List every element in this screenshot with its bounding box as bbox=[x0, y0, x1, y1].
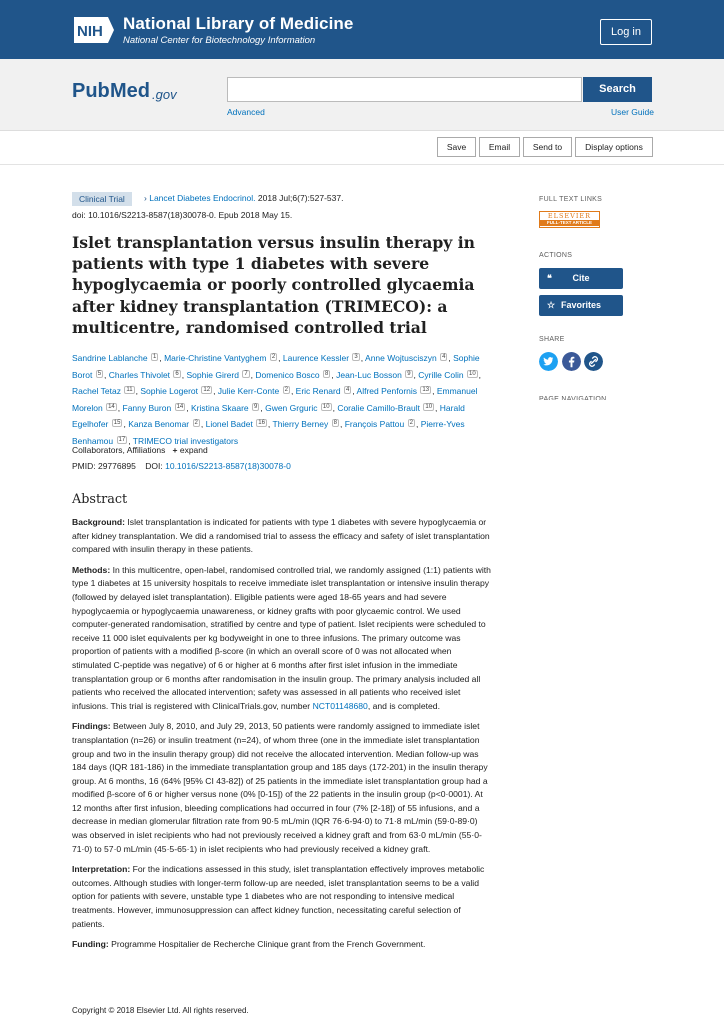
author-link[interactable]: Sophie Borot bbox=[72, 353, 480, 380]
author-link[interactable]: Anne Wojtusciszyn bbox=[365, 353, 437, 363]
login-button[interactable]: Log in bbox=[600, 19, 652, 45]
funding-label: Funding: bbox=[72, 939, 109, 950]
affiliation-number[interactable]: 2 bbox=[271, 354, 276, 360]
favorites-button[interactable] bbox=[539, 295, 623, 316]
author-item: Jean-Luc Bosson $^9$ , bbox=[336, 369, 419, 380]
abstract-body bbox=[72, 516, 492, 959]
author-link[interactable]: Kristina Skaare bbox=[190, 402, 249, 413]
affiliation-number[interactable]: 17 bbox=[118, 436, 126, 443]
affiliation-number[interactable]: 14 bbox=[176, 403, 184, 410]
author-item: Fanny Buron $^{14}$ , bbox=[122, 402, 191, 413]
author-item: François Pattou $^2$ , bbox=[344, 419, 421, 430]
abstract-background bbox=[72, 516, 492, 557]
email-button[interactable]: Email bbox=[479, 137, 520, 157]
author-item: Alfred Penfornis $^{13}$ , bbox=[356, 386, 437, 397]
author-link[interactable]: Kanza Benomar bbox=[128, 419, 190, 430]
affiliation-number[interactable]: 2 bbox=[284, 387, 288, 394]
abstract-methods bbox=[72, 564, 492, 714]
affiliation-number[interactable]: 2 bbox=[409, 420, 413, 427]
pubmed-logo-med: Med bbox=[110, 80, 150, 102]
pubmed-logo-pub: Pub bbox=[72, 80, 110, 102]
doi-label: DOI: bbox=[145, 461, 163, 471]
author-link[interactable]: Lionel Badet bbox=[205, 419, 253, 430]
author-item: Pierre-Yves Benhamou $^{17}$ , bbox=[72, 419, 465, 446]
quote-icon: ❝ bbox=[547, 273, 552, 283]
author-link[interactable]: François Pattou bbox=[344, 419, 405, 430]
elsevier-full-text-link[interactable] bbox=[539, 211, 600, 228]
affiliation-number[interactable]: 12 bbox=[203, 387, 211, 394]
pmid: PMID: 29776895 bbox=[72, 461, 136, 471]
author-item: Kanza Benomar $^2$ , bbox=[128, 419, 206, 430]
author-link[interactable]: Eric Renard bbox=[295, 386, 341, 397]
author-link[interactable]: Sophie Logerot bbox=[140, 386, 198, 397]
author-link[interactable]: Thierry Berney bbox=[272, 419, 329, 430]
trial-registry-link[interactable]: NCT01148680 bbox=[312, 700, 368, 711]
favorites-label: Favorites bbox=[560, 300, 602, 310]
doi-epub: doi: 10.1016/S2213-8587(18)30078-0. Epub 2018 May 15. bbox=[72, 210, 293, 220]
nih-title[interactable]: National Library of Medicine bbox=[123, 14, 354, 33]
share-heading: SHARE bbox=[539, 336, 565, 343]
author-link[interactable]: Coralie Camillo-Brault bbox=[337, 402, 420, 413]
identifiers bbox=[72, 461, 291, 471]
author-link[interactable]: Fanny Buron bbox=[122, 402, 172, 413]
permalink-icon[interactable] bbox=[584, 352, 603, 371]
affiliation-number[interactable]: 6 bbox=[175, 370, 179, 377]
author-link[interactable]: Laurence Kessler bbox=[282, 353, 350, 363]
author-item: Rachel Tetaz $^{11}$ , bbox=[72, 386, 141, 397]
affiliation-number[interactable]: 3 bbox=[354, 354, 358, 360]
affiliation-number[interactable]: 9 bbox=[254, 403, 258, 410]
author-item: Gwen Grguric $^{10}$ , bbox=[265, 402, 338, 413]
citation-details: 2018 Jul;6(7):527-537. bbox=[255, 193, 344, 203]
search-input[interactable] bbox=[227, 77, 582, 102]
doi-link[interactable]: 10.1016/S2213-8587(18)30078-0 bbox=[165, 461, 291, 471]
publication-type-badge: Clinical Trial bbox=[72, 192, 132, 206]
author-link[interactable]: Charles Thivolet bbox=[108, 369, 171, 380]
author-link[interactable]: TRIMECO trial investigators bbox=[132, 435, 239, 446]
background-label: Background: bbox=[72, 517, 125, 527]
author-link[interactable]: Emmanuel Morelon bbox=[72, 386, 478, 413]
funding-text: Programme Hospitalier de Recherche Clinique grant from the French Government. bbox=[108, 939, 426, 950]
findings-text: Between July 8, 2010, and July 29, 2013, 50 patients were randomly assigned to immediate islet transplantation (n=26) or insulin treatment (n=24), of whom three (one in the immediate islet transplantation group and two in the insulin therapy group) did not receive the allocated intervention. Median follow-up was 184 days (IQR 181-186) in the immediate transplantation group and 185 days (172-201) in the insulin therapy group. At 6 months, 16 (64% [95% CI 43-82]) of 25 patients in the immediate islet transplantation group had a modified β-score of 6 or higher versus none (0% [0-15]) of the 22 patients in the insulin group (p<0·0001). At 12 months after first infusion, bleeding complications had occurred in four (7% [2-18]) of 55 infusions, and a decrease in median glomerular filtration rate from 90·5 mL/min (IQR 76·6-94·0) to 71·8 mL/min (59·0-89·0) was observed in islet recipients who had not previously received a kidney graft and from 63·0 mL/min (55·0-71·0) to 57·0 mL/min (45·5-65·1) in islet recipients who had previously received a kidney graft. bbox=[72, 721, 488, 854]
collaborators-row bbox=[72, 445, 208, 455]
affiliation-number[interactable]: 2 bbox=[194, 420, 198, 427]
author-link[interactable]: Sandrine Lablanche bbox=[72, 353, 148, 363]
facebook-icon[interactable] bbox=[562, 352, 581, 371]
save-button[interactable]: Save bbox=[437, 137, 476, 157]
abstract-funding bbox=[72, 938, 492, 952]
methods-text: In this multicentre, open-label, randomised controlled trial, we randomly assigned (1:1) patients with type 1 diabetes at 15 university hospitals to receive immediate islet transplantation or intensive insulin therapy (followed by delayed islet transplantation). Eligible patients were aged 18-65 years and had severe hypoglycaemia or hypoglycaemia unawareness, or kidney grafts with poor glycaemic control. We used computer-generated randomisation, stratified by centre and type of patient. Islet recipients were scheduled to receive 11 000 islet equivalents per kg bodyweight in one to three infusions. The primary outcome was proportion of patients with a modified β-score (in which an overall score of 0 was not allocated when stimulated C-peptide was negative) of 6 or higher at 6 months after first islet infusion in the immediate transplantation group or 6 months after randomisation in the insulin group. The primary analysis included all patients who received the allocated intervention; safety was assessed in all patients who received islet infusions. This trial is registered with ClinicalTrials.gov, number bbox=[72, 564, 491, 711]
author-link[interactable]: Cyrille Colin bbox=[418, 369, 464, 380]
affiliation-number[interactable]: 11 bbox=[126, 387, 133, 394]
author-item: Sandrine Lablanche $^1$ , bbox=[72, 353, 165, 363]
journal-citation bbox=[144, 193, 343, 203]
interpretation-label: Interpretation: bbox=[72, 864, 131, 875]
author-link[interactable]: Julie Kerr-Conte bbox=[217, 386, 280, 397]
author-item: Harald Egelhofer $^{15}$ , bbox=[72, 402, 465, 430]
author-item: Charles Thivolet $^6$ , bbox=[108, 369, 187, 380]
affiliation-number[interactable]: 13 bbox=[422, 387, 430, 394]
author-item: Cyrille Colin $^{10}$ , bbox=[418, 369, 482, 380]
affiliation-number[interactable]: 10 bbox=[468, 370, 476, 377]
abstract-heading: Abstract bbox=[72, 492, 128, 507]
advanced-search-link[interactable]: Advanced bbox=[227, 107, 265, 117]
affiliation-number[interactable]: 4 bbox=[442, 354, 446, 360]
affiliation-number[interactable]: 15 bbox=[113, 420, 121, 427]
actions-heading: ACTIONS bbox=[539, 252, 573, 259]
user-guide-link[interactable]: User Guide bbox=[611, 107, 654, 117]
author-item: Eric Renard $^4$ , bbox=[295, 386, 357, 397]
author-link[interactable]: Domenico Bosco bbox=[255, 369, 320, 380]
chevron-right-icon: › bbox=[144, 193, 147, 203]
author-link[interactable]: Sophie Girerd bbox=[186, 369, 239, 380]
abstract-interpretation bbox=[72, 863, 492, 931]
affiliation-number[interactable]: 8 bbox=[325, 370, 329, 377]
affiliation-number[interactable]: 10 bbox=[425, 403, 433, 410]
author-item: Sophie Girerd $^7$ , bbox=[186, 369, 256, 380]
pubmed-logo-icon[interactable] bbox=[72, 80, 177, 108]
full-text-links-heading: FULL TEXT LINKS bbox=[539, 196, 603, 203]
methods-label: Methods: bbox=[72, 564, 111, 575]
findings-label: Findings: bbox=[72, 721, 111, 732]
affiliation-number[interactable]: 10 bbox=[322, 403, 330, 410]
author-link[interactable]: Marie-Christine Vantyghem bbox=[164, 353, 267, 363]
nih-logo-icon[interactable] bbox=[72, 15, 116, 45]
author-item: Kristina Skaare $^9$ , bbox=[190, 402, 266, 413]
affiliation-number[interactable]: 9 bbox=[407, 370, 411, 377]
affiliation-number[interactable]: 14 bbox=[108, 403, 115, 410]
methods-end: , and is completed. bbox=[367, 700, 440, 711]
author-item: Emmanuel Morelon $^{14}$ , bbox=[72, 386, 478, 413]
affiliation-number[interactable]: 1 bbox=[153, 354, 157, 360]
display-options-button[interactable]: Display options bbox=[575, 137, 653, 157]
author-link[interactable]: Pierre-Yves Benhamou bbox=[72, 419, 465, 446]
author-item: Sophie Borot $^5$ , bbox=[72, 353, 480, 380]
full-text-article-label: FULL-TEXT ARTICLE bbox=[540, 220, 599, 226]
cite-button[interactable] bbox=[539, 268, 623, 289]
affiliation-number[interactable]: 4 bbox=[345, 387, 350, 394]
abstract-findings bbox=[72, 720, 492, 856]
twitter-icon[interactable] bbox=[539, 352, 558, 371]
author-item: Laurence Kessler $^3$ , bbox=[282, 353, 366, 363]
elsevier-label: ELSEVIER bbox=[547, 212, 592, 220]
search-button[interactable]: Search bbox=[583, 77, 652, 102]
author-item: Thierry Berney $^8$ , bbox=[272, 419, 345, 430]
author-item: Julie Kerr-Conte $^2$ , bbox=[217, 386, 296, 397]
page-navigation-heading: PAGE NAVIGATION bbox=[539, 396, 607, 400]
background-text: Islet transplantation is indicated for patients with type 1 diabetes with severe hypoglycaemia or after kidney transplantation. We did a randomised trial to assess the efficacy and safety of islet transplantation compared with insulin therapy in these patients. bbox=[72, 517, 490, 555]
author-link[interactable]: Harald Egelhofer bbox=[72, 402, 465, 430]
collaborators-label: Collaborators, Affiliations bbox=[72, 445, 166, 455]
author-item: Domenico Bosco $^8$ , bbox=[255, 369, 337, 380]
copyright: Copyright © 2018 Elsevier Ltd. All rights reserved. bbox=[72, 1006, 249, 1015]
star-icon: ☆ bbox=[547, 300, 556, 310]
affiliation-number[interactable]: 16 bbox=[258, 420, 265, 427]
toolbar-divider bbox=[0, 164, 724, 165]
author-item: Lionel Badet $^{16}$ , bbox=[205, 419, 273, 430]
affiliation-number[interactable]: 7 bbox=[244, 370, 248, 377]
author-link[interactable]: Gwen Grguric bbox=[265, 402, 318, 413]
interpretation-text: For the indications assessed in this study, islet transplantation effectively improves metabolic outcomes. Although studies with longer-term follow-up are needed, islet transplantation seems to be a valid option for patients with severe, unstable type 1 diabetes who are not responding to intensive medical treatments. However, immunosuppression can affect kidney function, necessitating careful selection of patients. bbox=[72, 864, 485, 929]
svg-text:NIH: NIH bbox=[77, 23, 103, 40]
affiliation-number[interactable]: 8 bbox=[333, 420, 337, 427]
author-link[interactable]: Jean-Luc Bosson bbox=[336, 369, 402, 380]
author-item: Coralie Camillo-Brault $^{10}$ , bbox=[337, 402, 440, 413]
cite-label: Cite bbox=[572, 273, 590, 283]
expand-toggle[interactable]: expand bbox=[179, 445, 208, 455]
nih-subtitle: National Center for Biotechnology Information bbox=[123, 35, 316, 46]
article-title: Islet transplantation versus insulin therapy in patients with type 1 diabetes with severe hypoglycaemia or poorly controlled glycaemia after kidney transplantation (TRIMECO): a multicentre, randomised controlled trial bbox=[72, 233, 476, 337]
pubmed-logo-gov: .gov bbox=[152, 87, 177, 102]
journal-link[interactable]: Lancet Diabetes Endocrinol. bbox=[149, 193, 256, 203]
affiliation-number[interactable]: 5 bbox=[97, 370, 102, 377]
author-item: Anne Wojtusciszyn $^4$ , bbox=[365, 353, 454, 363]
nih-header bbox=[0, 0, 724, 59]
author-link[interactable]: Alfred Penfornis bbox=[356, 386, 418, 397]
author-item: Marie-Christine Vantyghem $^2$ , bbox=[164, 353, 283, 363]
author-list bbox=[72, 351, 484, 451]
send-to-button[interactable]: Send to bbox=[523, 137, 572, 157]
author-link[interactable]: Rachel Tetaz bbox=[72, 386, 121, 397]
author-item: Sophie Logerot $^{12}$ , bbox=[140, 386, 218, 397]
plus-icon[interactable]: + bbox=[172, 445, 178, 455]
